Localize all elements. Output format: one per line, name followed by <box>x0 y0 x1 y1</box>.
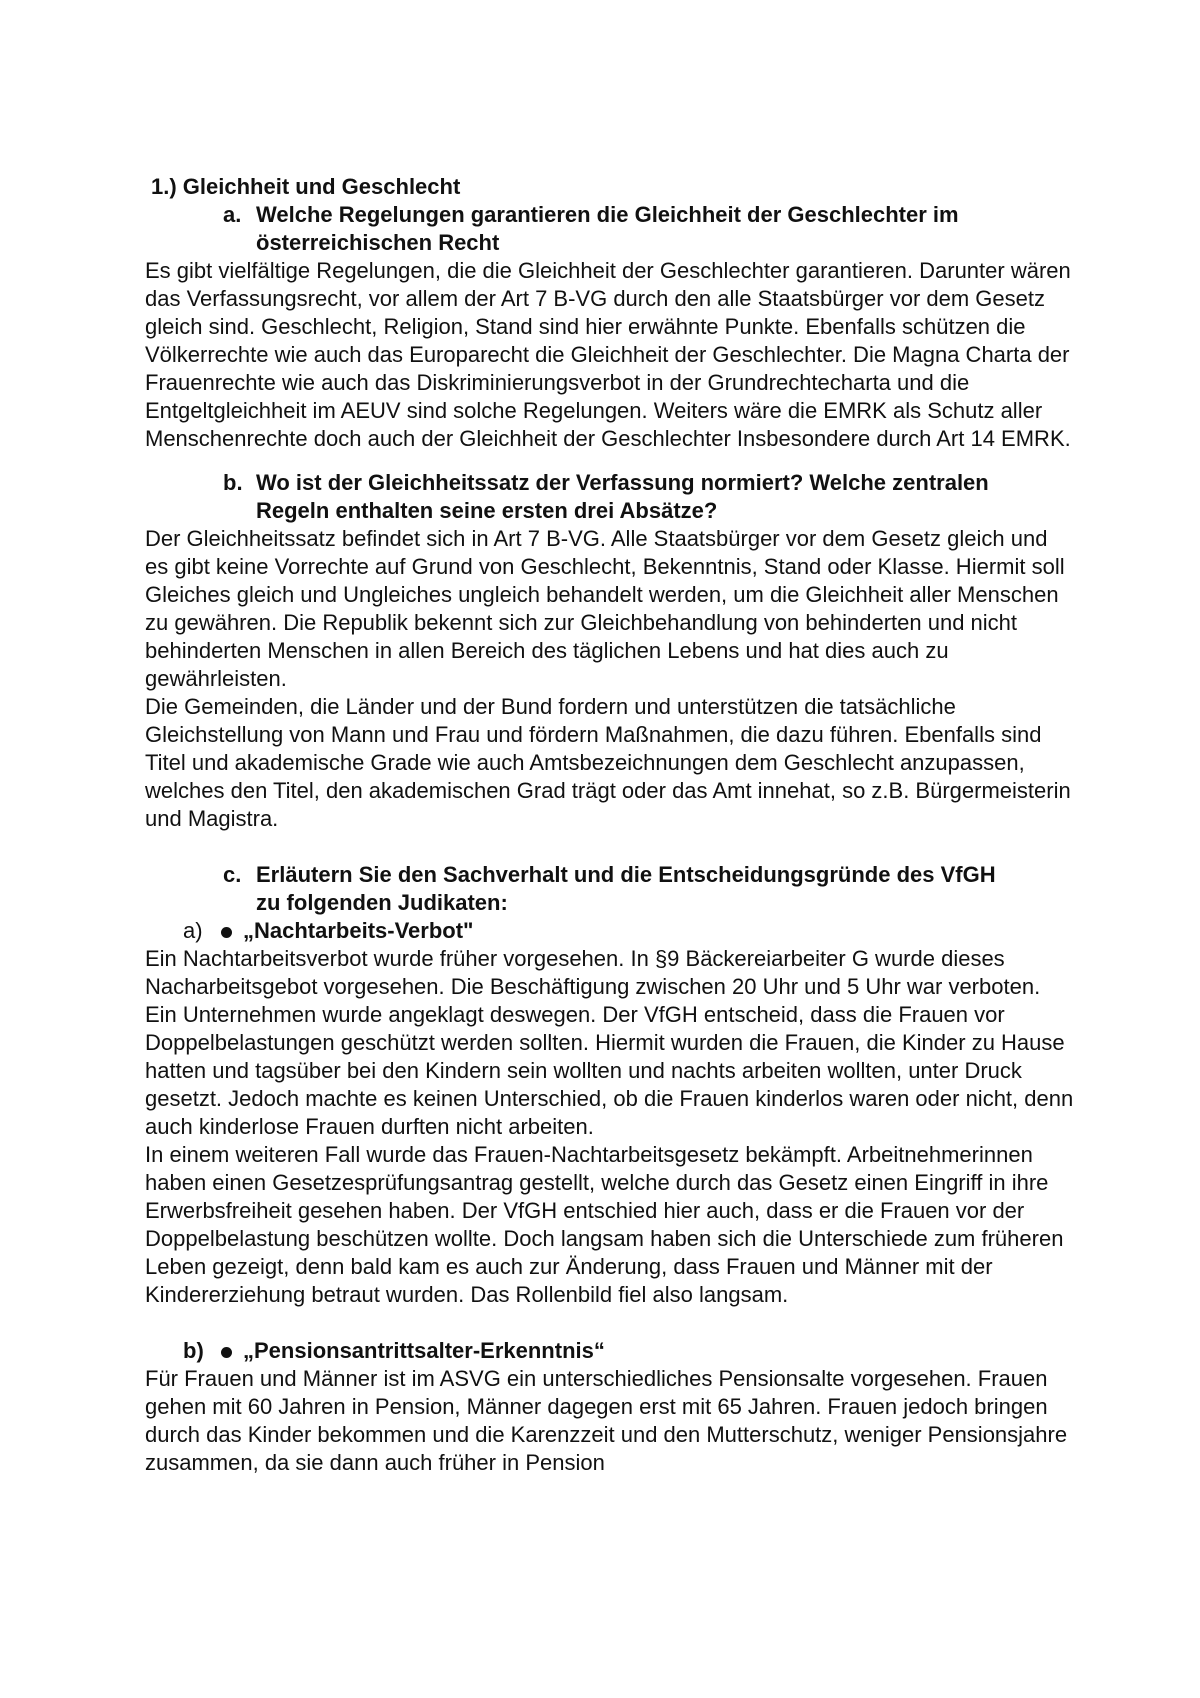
question-b <box>223 469 1075 525</box>
question-b-label: b. <box>223 470 243 495</box>
case-b-body <box>145 1365 1075 1477</box>
question-c <box>223 861 1075 917</box>
case-a-label: a) <box>183 918 203 943</box>
answer-b <box>145 525 1075 833</box>
case-a-title: „Nachtarbeits-Verbot" <box>243 918 474 943</box>
question-a-label: a. <box>223 202 242 227</box>
bullet-icon <box>221 1347 232 1358</box>
answer-b-paragraph-2: Die Gemeinden, die Länder und der Bund fordern und unterstützen die tatsächliche Gleichstellung von Mann und Frau und fördern Maßnahmen, die dazu führen. Ebenfalls sind Titel und akademische Grade wie auch Amtsbezeichnungen dem Geschlecht anzupassen, welches den Titel, den akademischen Grad trägt oder das Amt innehat, so z.B. Bürgermeisterin und Magistra. <box>145 694 1071 831</box>
answer-a-paragraph: Es gibt vielfältige Regelungen, die die Gleichheit der Geschlechter garantieren. Darunter wären das Verfassungsrecht, vor allem der Art 7 B-VG durch den alle Staatsbürger vor dem Gesetz gleich sind. Geschlecht, Religion, Stand sind hier erwähnte Punkte. Ebenfalls schützen die Völkerrechte wie auch das Europarecht die Gleichheit der Geschlechter. Die Magna Charta der Frauenrechte wie auch das Diskriminierungsverbot in der Grundrechtecharta und die Entgeltgleichheit im AEUV sind solche Regelungen. Weiters wäre die EMRK als Schutz aller Menschenrechte doch auch der Gleichheit der Geschlechter Insbesondere durch Art 14 EMRK. <box>145 258 1071 451</box>
answer-b-paragraph-1: Der Gleichheitssatz befindet sich in Art 7 B-VG. Alle Staatsbürger vor dem Gesetz gleich und es gibt keine Vorrechte auf Grund von Geschlecht, Bekenntnis, Stand oder Klasse. Hiermit soll Gleiches gleich und Ungleiches ungleich behandelt werden, um die Gleichheit aller Menschen zu gewähren. Die Republik bekennt sich zur Gleichbehandlung von behinderten und nicht behinderten Menschen in allen Bereich des täglichen Lebens und hat dies auch zu gewährleisten. <box>145 526 1065 691</box>
case-b-heading <box>183 1337 1075 1365</box>
case-b-title: „Pensionsantrittsalter-Erkenntnis“ <box>243 1338 605 1363</box>
question-a <box>223 201 1075 257</box>
case-b-label: b) <box>183 1338 204 1363</box>
bullet-icon <box>221 927 232 938</box>
document-content <box>145 173 1075 1477</box>
case-a-paragraph-2: In einem weiteren Fall wurde das Frauen-Nachtarbeitsgesetz bekämpft. Arbeitnehmerinnen haben einen Gesetzesprüfungsantrag gestellt, welche durch das Gesetz einen Eingriff in ihre Erwerbsfreiheit gesehen haben. Der VfGH entschied hier auch, dass er die Frauen vor der Doppelbelastung beschützen wollte. Doch langsam haben sich die Unterschiede zum früheren Leben gezeigt, denn bald kam es auch zur Änderung, dass Frauen und Männer mit der Kindererziehung betraut wurden. Das Rollenbild fiel also langsam. <box>145 1142 1064 1307</box>
case-a-heading <box>183 917 1075 945</box>
question-c-label: c. <box>223 862 242 887</box>
case-a-paragraph-1: Ein Nachtarbeitsverbot wurde früher vorgesehen. In §9 Bäckereiarbeiter G wurde dieses Nacharbeitsgebot vorgesehen. Die Beschäftigung zwischen 20 Uhr und 5 Uhr war verboten. Ein Unternehmen wurde angeklagt deswegen. Der VfGH entscheid, dass die Frauen vor Doppelbelastungen geschützt werden sollten. Hiermit wurden die Frauen, die Kinder zu Hause hatten und tagsüber bei den Kindern sein wollten und nachts arbeiten wollten, unter Druck gesetzt. Jedoch machte es keinen Unterschied, ob die Frauen kinderlos waren oder nicht, denn auch kinderlose Frauen durften nicht arbeiten. <box>145 946 1074 1139</box>
case-a-body <box>145 945 1075 1309</box>
question-c-text: Erläutern Sie den Sachverhalt und die Entscheidungsgründe des VfGH zu folgenden Judikaten: <box>256 862 996 915</box>
question-a-text: Welche Regelungen garantieren die Gleichheit der Geschlechter im österreichischen Recht <box>256 202 959 255</box>
answer-a <box>145 257 1075 453</box>
case-b-paragraph-1: Für Frauen und Männer ist im ASVG ein unterschiedliches Pensionsalte vorgesehen. Frauen gehen mit 60 Jahren in Pension, Männer dagegen erst mit 65 Jahren. Frauen jedoch bringen durch das Kinder bekommen und die Karenzzeit und den Mutterschutz, weniger Pensionsjahre zusammen, da sie dann auch früher in Pension <box>145 1366 1068 1475</box>
section-heading: 1.) Gleichheit und Geschlecht <box>151 174 461 199</box>
question-b-text: Wo ist der Gleichheitssatz der Verfassung normiert? Welche zentralen Regeln enthalten seine ersten drei Absätze? <box>256 470 989 523</box>
